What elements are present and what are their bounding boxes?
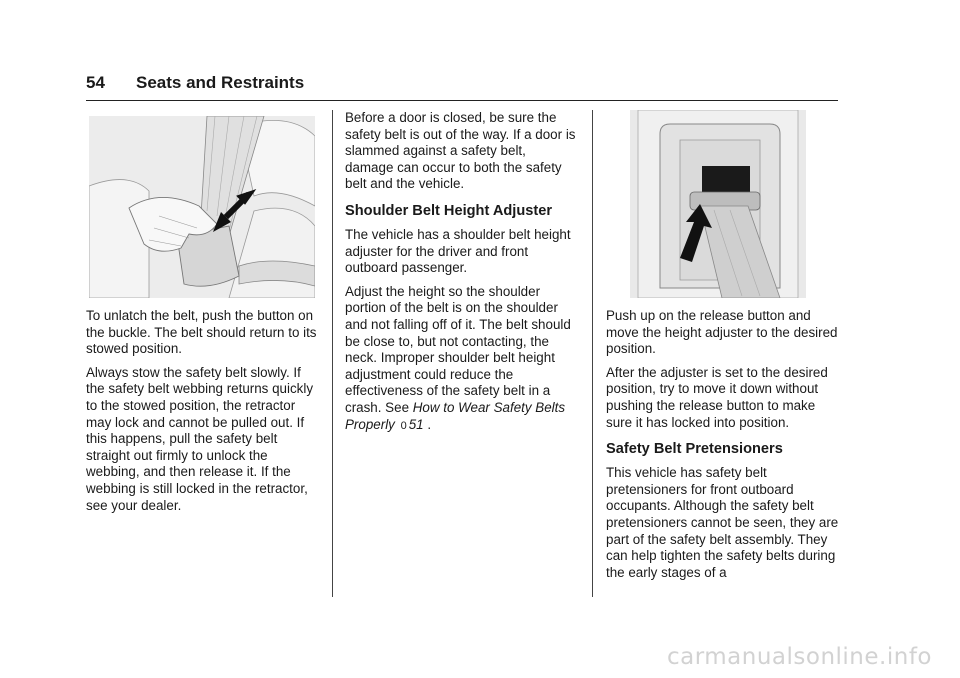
adjust-height-text: Adjust the height so the shoulder portion of the belt is on the shoulder and not falling off of it. The belt should be close to, but not contacting, the neck. Improper shoulder belt height adjustment could reduce the effectiveness of the safety belt in a crash. See [345, 283, 571, 415]
watermark: carmanualsonline.info [666, 644, 932, 670]
adjust-height-paragraph [345, 284, 577, 434]
column-right [606, 110, 842, 588]
unlatch-paragraph: To unlatch the belt, push the button on the buckle. The belt should return to its stowed position. [86, 308, 317, 357]
push-up-paragraph: Push up on the release button and move the height adjuster to the desired position. [606, 308, 838, 357]
section-heading: Shoulder Belt Height Adjuster [345, 202, 553, 219]
column-left [86, 110, 318, 521]
cross-reference-link[interactable]: How to Wear Safety Belts Properly [345, 399, 566, 432]
stow-paragraph: Always stow the safety belt slowly. If the safety belt webbing returns quickly to the stowed position, the retractor may lock and cannot be pulled out. If this happens, pull the safety belt straight out firmly to unlock the webbing, and then release it. If the webbing is still locked in the retractor, see your dealer. [86, 364, 314, 513]
buckle-release-illustration [89, 116, 315, 298]
column-divider [592, 110, 593, 597]
adjuster-set-paragraph: After the adjuster is set to the desired position, try to move it down without pushing the release button to make sure it has locked into position. [606, 364, 828, 430]
pretensioners-paragraph: This vehicle has safety belt pretensioners for front outboard occupants. Although the safety belt pretensioners cannot be seen, they are part of the safety belt assembly. They can help tighten the safety belts during the early stages of a [606, 465, 839, 580]
page-number: 54 [86, 73, 105, 92]
door-paragraph: Before a door is closed, be sure the safety belt is out of the way. If a door is slammed against a safety belt, damage can occur to both the safety belt and the vehicle. [345, 110, 576, 192]
page-header [86, 70, 838, 101]
section-title: Seats and Restraints [136, 73, 305, 92]
pretensioners-heading: Safety Belt Pretensioners [606, 441, 783, 458]
adjuster-intro-paragraph: The vehicle has a shoulder belt height adjuster for the driver and front outboard passenger. [345, 226, 571, 276]
cross-reference-page[interactable]: 51 [408, 416, 424, 432]
sentence-end: . [423, 416, 432, 432]
height-adjuster-illustration [630, 110, 806, 298]
column-divider [332, 110, 333, 597]
page-ref-arrow-icon: 0 [400, 419, 407, 432]
column-middle [345, 110, 577, 441]
